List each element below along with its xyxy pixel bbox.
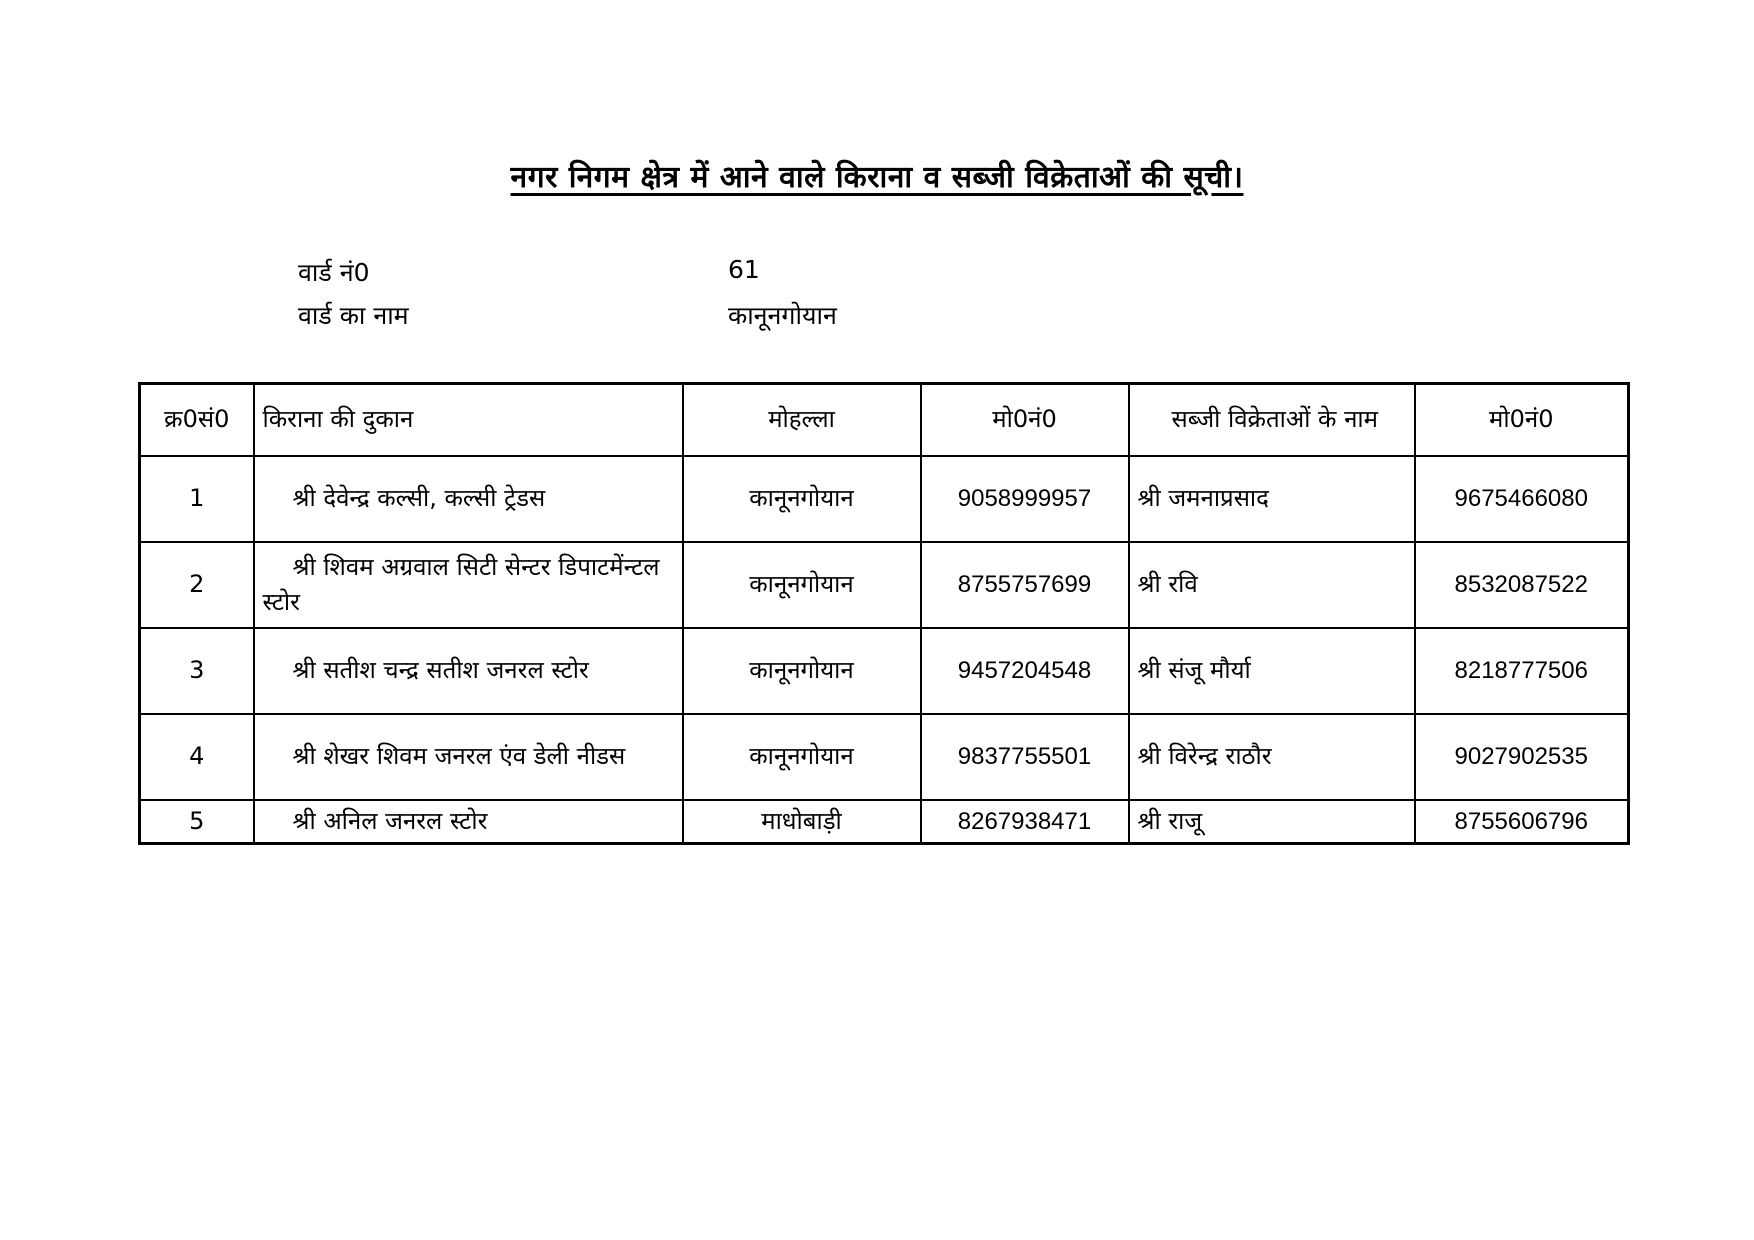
- cell-vegetable-vendor: श्री रवि: [1129, 542, 1415, 628]
- cell-shop-text: श्री सतीश चन्द्र सतीश जनरल स्टोर: [292, 656, 589, 684]
- header-vendor-mobile: मो0नं0: [1415, 384, 1629, 456]
- cell-vendor-mobile: 9675466080: [1415, 456, 1629, 542]
- cell-vegetable-vendor: श्री राजू: [1129, 800, 1415, 844]
- header-mohalla: मोहल्ला: [683, 384, 921, 456]
- ward-name-label: वार्ड का नाम: [298, 301, 409, 330]
- ward-number-label: वार्ड नं0: [298, 258, 370, 287]
- cell-shop-text: श्री शिवम अग्रवाल सिटी सेन्टर डिपाटमेंन्टल स्टोर: [262, 552, 660, 616]
- cell-shop-mobile: 8755757699: [921, 542, 1129, 628]
- table-row: [140, 456, 1629, 542]
- ward-name-value: कानूनगोयान: [728, 301, 837, 330]
- table-header-row: [140, 384, 1629, 456]
- cell-shop-mobile: 9837755501: [921, 714, 1129, 800]
- cell-shop-text: श्री अनिल जनरल स्टोर: [292, 806, 488, 835]
- cell-vendor-mobile: 9027902535: [1415, 714, 1629, 800]
- cell-vendor-mobile: 8532087522: [1415, 542, 1629, 628]
- cell-shop: [254, 628, 683, 714]
- cell-shop-mobile: 9058999957: [921, 456, 1129, 542]
- cell-mohalla: कानूनगोयान: [683, 628, 921, 714]
- table-row: [140, 800, 1629, 844]
- cell-vendor-mobile: 8218777506: [1415, 628, 1629, 714]
- table-row: [140, 714, 1629, 800]
- cell-serial: 5: [140, 800, 254, 844]
- ward-number-value: 61: [728, 255, 760, 284]
- header-vegetable-vendor: [1129, 384, 1415, 456]
- cell-mohalla: कानूनगोयान: [683, 542, 921, 628]
- cell-shop-mobile: 9457204548: [921, 628, 1129, 714]
- vendor-table: [138, 382, 1630, 845]
- cell-serial: 3: [140, 628, 254, 714]
- cell-mohalla: कानूनगोयान: [683, 456, 921, 542]
- cell-shop-text: श्री देवेन्द्र कल्सी, कल्सी ट्रेडस: [292, 484, 546, 512]
- cell-shop-mobile: 8267938471: [921, 800, 1129, 844]
- cell-serial: 1: [140, 456, 254, 542]
- cell-serial: 4: [140, 714, 254, 800]
- header-serial: क्र0सं0: [140, 384, 254, 456]
- cell-vegetable-vendor: श्री जमनाप्रसाद: [1129, 456, 1415, 542]
- cell-shop: [254, 714, 683, 800]
- cell-shop: [254, 456, 683, 542]
- cell-serial: 2: [140, 542, 254, 628]
- header-vegetable-vendor-text: सब्जी विक्रेताओं के नाम: [1171, 405, 1378, 434]
- cell-vendor-mobile: 8755606796: [1415, 800, 1629, 844]
- page-title: नगर निगम क्षेत्र में आने वाले किराना व सब्जी विक्रेताओं की सूची।: [510, 160, 1244, 195]
- cell-mohalla: माधोबाड़ी: [683, 800, 921, 844]
- cell-shop: [254, 542, 683, 628]
- cell-vegetable-vendor: श्री विरेन्द्र राठौर: [1129, 714, 1415, 800]
- cell-shop: [254, 800, 683, 844]
- cell-mohalla: कानूनगोयान: [683, 714, 921, 800]
- table-row: [140, 628, 1629, 714]
- cell-vegetable-vendor: श्री संजू मौर्या: [1129, 628, 1415, 714]
- table-row: [140, 542, 1629, 628]
- header-shop-mobile: मो0नं0: [921, 384, 1129, 456]
- header-shop: किराना की दुकान: [254, 384, 683, 456]
- cell-shop-text: श्री शेखर शिवम जनरल एंव डेली नीडस: [292, 742, 626, 770]
